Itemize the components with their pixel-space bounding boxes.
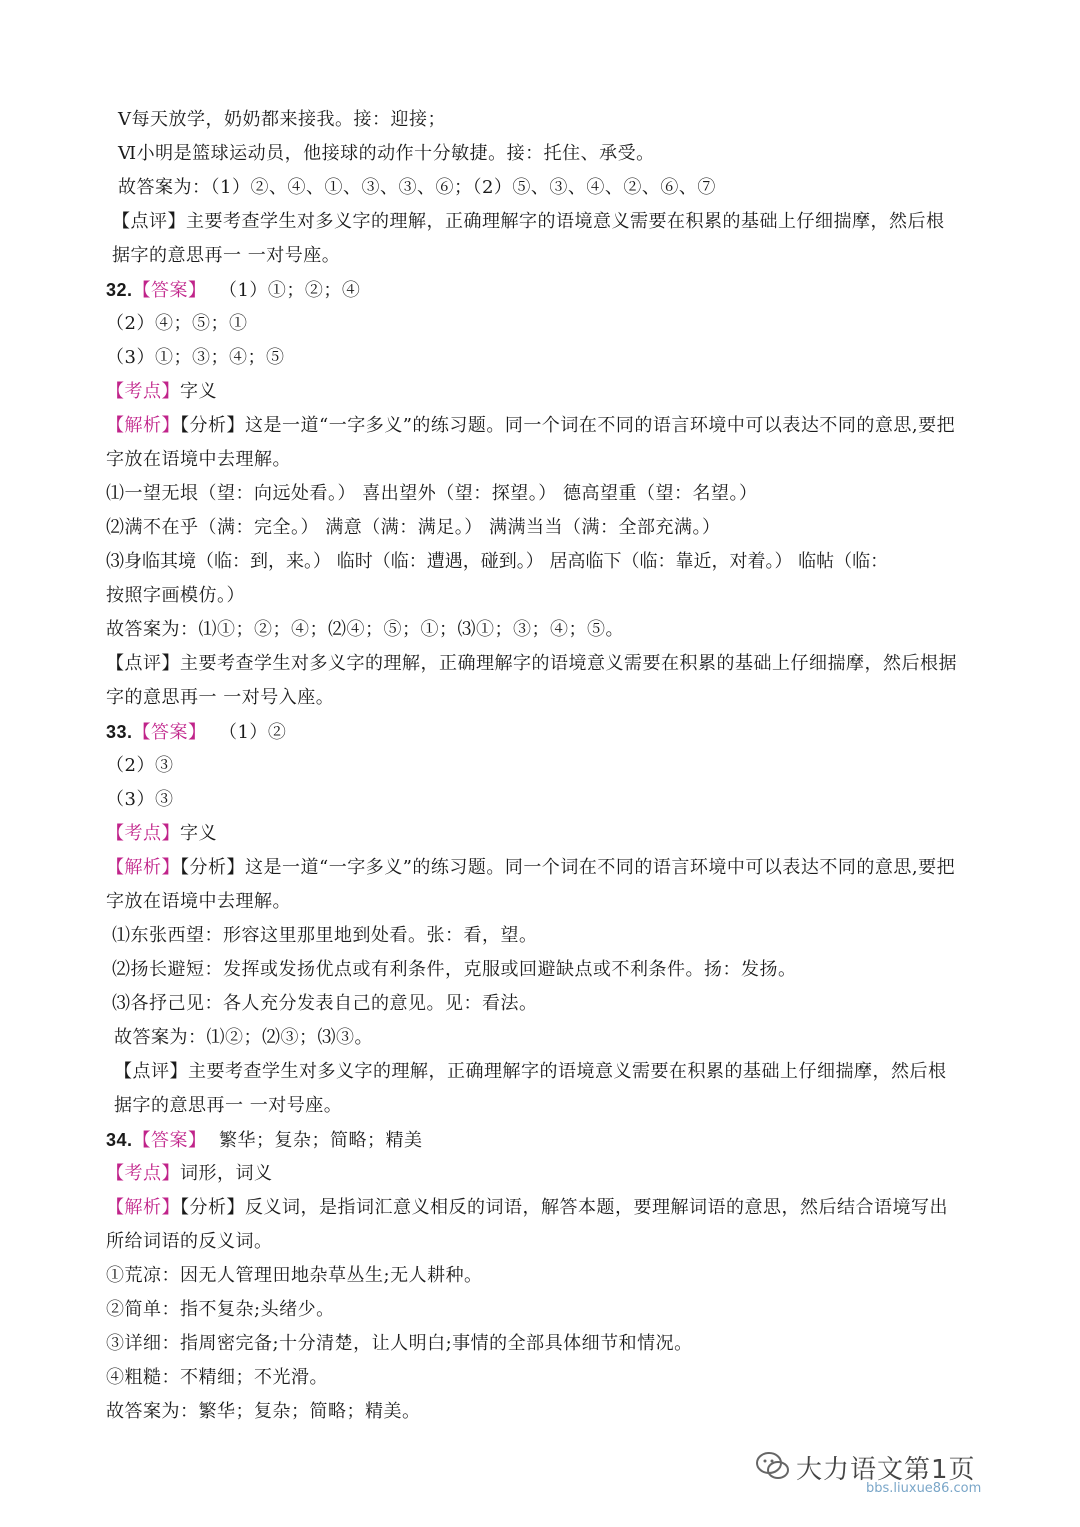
point-tag: 【考点】	[106, 381, 180, 402]
answer-heading-34: 34.【答案】 繁华；复杂；简略；精美	[106, 1130, 423, 1151]
analysis-line: 【解析】【分析】这是一道“一字多义”的练习题。同一个词在不同的语言环境中可以表达不同的意思,要把	[106, 857, 956, 878]
text-line: （3）③	[106, 789, 174, 810]
analysis-tag: 【解析】	[106, 415, 180, 436]
analysis-line: 【解析】【分析】这是一道“一字多义”的练习题。同一个词在不同的语言环境中可以表达不同的意思,要把	[106, 415, 956, 436]
text-line: ⑶各抒己见：各人充分发表自己的意见。见：看法。	[112, 993, 538, 1014]
text-line: 据字的意思再一 一对号座。	[114, 1095, 343, 1116]
text-line: 按照字画模仿。）	[106, 585, 245, 606]
watermark-brand: 大力语文第1页	[796, 1455, 976, 1485]
text-line: 故答案为：繁华；复杂；简略；精美。	[106, 1401, 421, 1422]
point-tag: 【考点】	[106, 1163, 180, 1184]
comment-line: 【点评】主要考查学生对多义字的理解，正确理解字的语境意义需要在积累的基础上仔细揣摩，然后根	[112, 211, 945, 232]
text-line: ④粗糙：不精细；不光滑。	[106, 1367, 328, 1388]
text-line: 所给词语的反义词。	[106, 1231, 273, 1252]
comment-line: 【点评】主要考查学生对多义字的理解，正确理解字的语境意义需要在积累的基础上仔细揣摩，然后根据	[106, 653, 957, 674]
text-line: 故答案为：⑴①；②；④；⑵④；⑤；①；⑶①；③；④；⑤。	[106, 619, 624, 640]
point-line: 【考点】字义	[106, 823, 217, 844]
text-line: （2）③	[106, 755, 174, 776]
text-line: 字的意思再一 一对号入座。	[106, 687, 335, 708]
wechat-icon	[756, 1451, 790, 1481]
text-line: Ⅴ每天放学，奶奶都来接我。接：迎接；	[118, 109, 446, 130]
text-line: ②简单：指不复杂;头绪少。	[106, 1299, 335, 1320]
text-line: （3）①；③；④；⑤	[106, 347, 285, 368]
text-line: ⑴东张西望：形容这里那里地到处看。张：看，望。	[112, 925, 538, 946]
text-line: ⑴一望无垠（望：向远处看。） 喜出望外（望：探望。） 德高望重（望：名望。）	[106, 483, 758, 504]
text-line: ③详细：指周密完备;十分清楚，让人明白;事情的全部具体细节和情况。	[106, 1333, 693, 1354]
text-line: ⑵满不在乎（满：完全。） 满意（满：满足。） 满满当当（满：全部充满。）	[106, 517, 721, 538]
analysis-line: 【解析】【分析】反义词，是指词汇意义相反的词语，解答本题，要理解词语的意思，然后结合语境写出	[106, 1197, 948, 1218]
answer-tag: 【答案】	[132, 1130, 207, 1151]
text-line: ⑶身临其境（临：到，来。） 临时（临：遭遇，碰到。） 居高临下（临：靠近，对着。） 临帖（临：	[106, 551, 889, 572]
answer-heading-32: 32.【答案】 （1）①；②；④	[106, 280, 361, 301]
watermark	[756, 1447, 1056, 1497]
text-line: ⑵扬长避短：发挥或发扬优点或有利条件，克服或回避缺点或不利条件。扬：发扬。	[112, 959, 797, 980]
text-line: 据字的意思再一 一对号座。	[112, 245, 341, 266]
question-number: 33.	[106, 722, 133, 742]
question-number: 34.	[106, 1130, 133, 1150]
text-line: 故答案为：（1）②、④、①、③、③、⑥；（2）⑤、③、④、②、⑥、⑦	[118, 177, 716, 198]
text-line: Ⅵ小明是篮球运动员，他接球的动作十分敏捷。接：托住、承受。	[118, 143, 655, 164]
analysis-tag: 【解析】	[106, 857, 180, 878]
text-line: （2）④；⑤；①	[106, 313, 248, 334]
point-line: 【考点】词形，词义	[106, 1163, 273, 1184]
answer-heading-33: 33.【答案】 （1）②	[106, 722, 287, 743]
comment-line: 【点评】主要考查学生对多义字的理解，正确理解字的语境意义需要在积累的基础上仔细揣摩，然后根	[114, 1061, 947, 1082]
answer-tag: 【答案】	[132, 722, 207, 743]
analysis-tag: 【解析】	[106, 1197, 180, 1218]
text-line: 字放在语境中去理解。	[106, 891, 291, 912]
point-tag: 【考点】	[106, 823, 180, 844]
question-number: 32.	[106, 280, 133, 300]
text-line: ①荒凉：因无人管理田地杂草丛生;无人耕种。	[106, 1265, 483, 1286]
watermark-site: bbs.liuxue86.com	[866, 1481, 982, 1496]
answer-tag: 【答案】	[132, 280, 207, 301]
text-line: 字放在语境中去理解。	[106, 449, 291, 470]
point-line: 【考点】字义	[106, 381, 217, 402]
text-line: 故答案为：⑴②；⑵③；⑶③。	[114, 1027, 373, 1048]
